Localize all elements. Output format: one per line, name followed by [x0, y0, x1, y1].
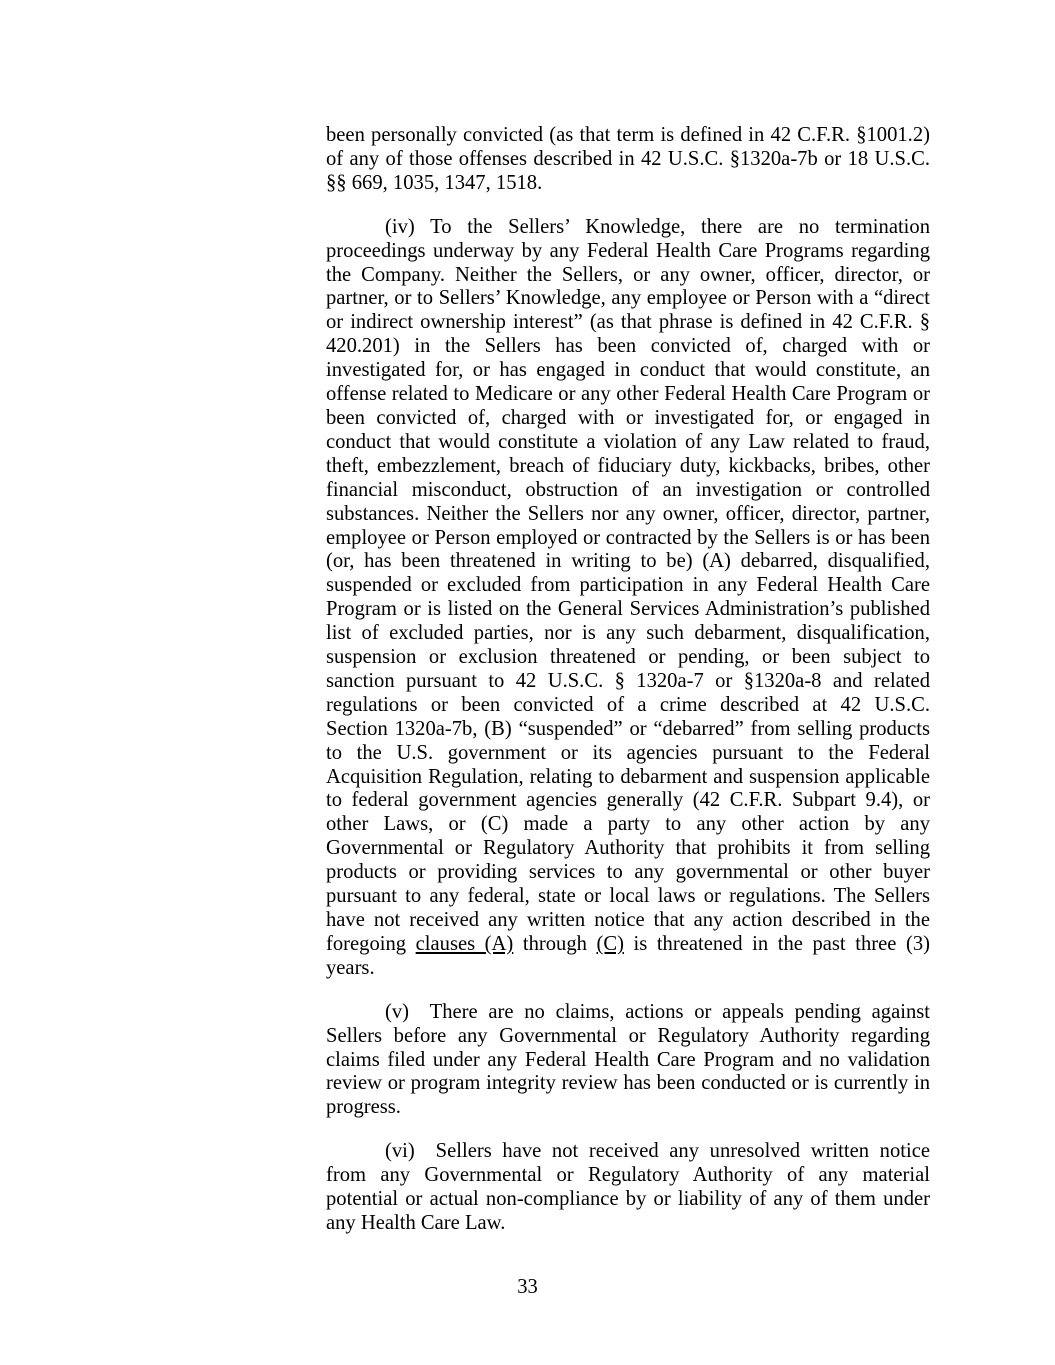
paragraph-clause-v [326, 1001, 930, 1121]
document-body [326, 124, 930, 1236]
text-run: (v) There are no claims, actions or appeals pending against Sellers before any Governmental or Regulatory Authority regarding claims filed under any Federal Health Care Program and no validation review or program integrity review has been conducted or is currently in progress. [326, 1000, 930, 1119]
paragraph-continuation [326, 124, 930, 196]
text-run: is threatened in the past three (3) years. [326, 932, 930, 979]
text-run: through [513, 932, 597, 955]
text-run: (iv) To the Sellers’ Knowledge, there are no termination proceedings underway by any Federal Health Care Programs regarding the Company. Neither the Sellers, or any owner, officer, director, or partner, or to Sellers’ Knowledge, any employee or Person with a “direct or indirect ownership interest” (as that phrase is defined in 42 C.F.R. § 420.201) in the Sellers has been convicted of, charged with or investigated for, or has engaged in conduct that would constitute, an offense related to Medicare or any other Federal Health Care Program or been convicted of, charged with or investigated for, or engaged in conduct that would constitute a violation of any Law related to fraud, theft, embezzlement, breach of fiduciary duty, kickbacks, bribes, other financial misconduct, obstruction of an investigation or controlled substances. Neither the Sellers nor any owner, officer, director, partner, employee or Person employed or contracted by the Sellers is or has been (or, has been threatened in writing to be) (A) debarred, disqualified, suspended or excluded from participation in any Federal Health Care Program or is listed on the General Services Administration’s published list of excluded parties, nor is any such debarment, disqualification, suspension or exclusion threatened or pending, or been subject to sanction pursuant to 42 U.S.C. § 1320a-7 or §1320a-8 and related regulations or been convicted of a crime described at 42 U.S.C. Section 1320a-7b, (B) “suspended” or “debarred” from selling products to the U.S. government or its agencies pursuant to the Federal Acquisition Regulation, relating to debarment and suspension applicable to federal government agencies generally (42 C.F.R. Subpart 9.4), or other Laws, or (C) made a party to any other action by any Governmental or Regulatory Authority that prohibits it from selling products or providing services to any governmental or other buyer pursuant to any federal, state or local laws or regulations. The Sellers have not received any written notice that any action described in the foregoing [326, 215, 930, 955]
text-run: been personally convicted (as that term is defined in 42 C.F.R. §1001.2) of any of those offenses described in 42 U.S.C. §1320a-7b or 18 U.S.C. §§ 669, 1035, 1347, 1518. [326, 124, 930, 194]
paragraph-clause-iv [326, 216, 930, 981]
underlined-text: clauses (A) [415, 932, 514, 955]
paragraph-clause-vi [326, 1140, 930, 1236]
page-number: 33 [517, 1276, 538, 1298]
underlined-text: (C) [596, 932, 624, 955]
text-run: (vi) Sellers have not received any unresolved written notice from any Governmental or Regulatory Authority of any material potential or actual non-compliance by or liability of any of them under any Health Care Law. [326, 1140, 930, 1234]
